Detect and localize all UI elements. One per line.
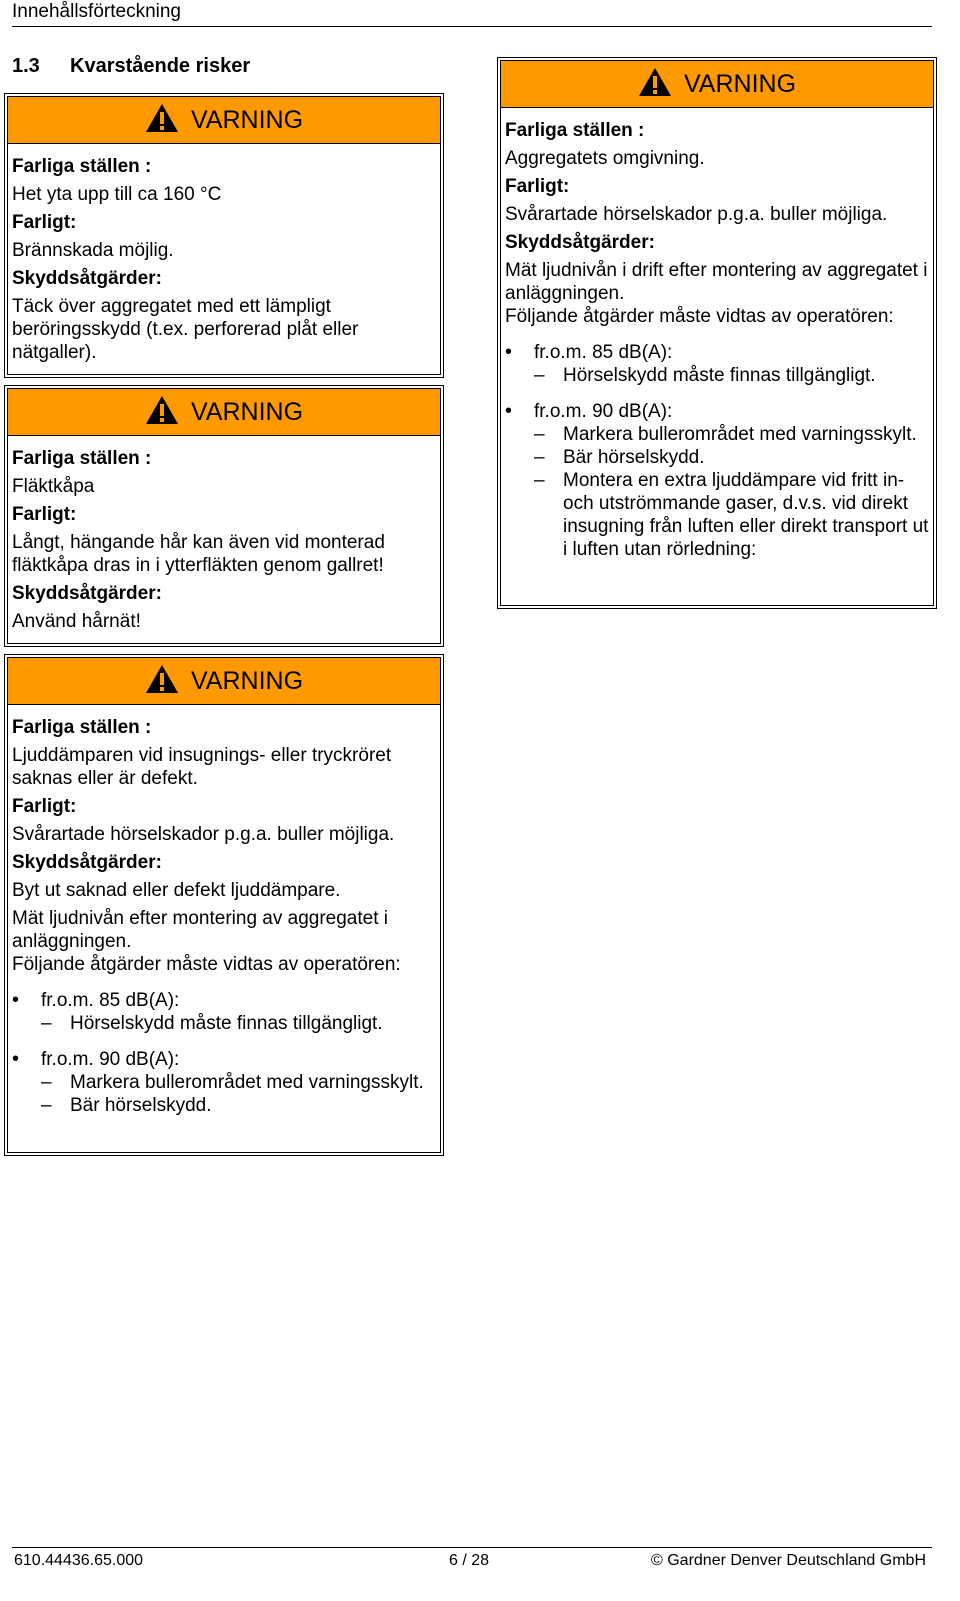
bullet-head: • fr.o.m. 90 dB(A): bbox=[41, 1049, 180, 1070]
warning-box-fan-cover bbox=[4, 385, 444, 647]
section-heading bbox=[12, 55, 250, 78]
hazard-text: Långt, hängande hår kan även vid monterad fläktkåpa dras in i ytterfläkten genom gallret! bbox=[12, 532, 385, 576]
copyright: © Gardner Denver Deutschland GmbH bbox=[650, 1552, 926, 1569]
hazard-text: Brännskada möjlig. bbox=[12, 240, 174, 261]
measures-text: Använd hårnät! bbox=[12, 611, 141, 632]
list-item: – Markera bullerområdet med varningsskylt. bbox=[534, 423, 929, 446]
danger-text: Aggregatets omgivning. bbox=[505, 148, 705, 169]
danger-text: Het yta upp till ca 160 °C bbox=[12, 184, 222, 205]
warning-bar bbox=[8, 389, 440, 436]
danger-text: Fläktkåpa bbox=[12, 476, 95, 497]
hazard-text: Svårartade hörselskador p.g.a. buller möjliga. bbox=[505, 204, 888, 225]
danger-label: Farliga ställen : bbox=[12, 448, 152, 469]
list-item bbox=[505, 400, 929, 561]
warning-triangle-icon bbox=[145, 395, 179, 425]
list-item: – Bär hörselskydd. bbox=[41, 1094, 436, 1117]
list-item: – Montera en extra ljuddämpare vid fritt in- och utströmmande gaser, d.v.s. vid direkt insugning från luften eller direkt transport ut i luften utan rörledning: bbox=[534, 469, 929, 561]
page-footer bbox=[12, 1547, 932, 1578]
bullet-head: • fr.o.m. 85 dB(A): bbox=[534, 342, 673, 363]
warning-label: VARNING bbox=[190, 666, 304, 695]
page-number: 6 / 28 bbox=[449, 1552, 490, 1569]
measures-text-operator: Följande åtgärder måste vidtas av operatören: bbox=[12, 954, 401, 975]
hazard-text: Svårartade hörselskador p.g.a. buller möjliga. bbox=[12, 824, 395, 845]
section-title: Kvarstående risker bbox=[70, 55, 251, 77]
warning-box-noise bbox=[497, 57, 937, 609]
document-number: 610.44436.65.000 bbox=[14, 1552, 144, 1569]
measures-label: Skyddsåtgärder: bbox=[505, 232, 655, 253]
measures-text-measure: Mät ljudnivån i drift efter montering av aggregatet i anläggningen. bbox=[505, 260, 928, 304]
hazard-label: Farligt: bbox=[12, 504, 77, 525]
measures-label: Skyddsåtgärder: bbox=[12, 268, 162, 289]
bullet-head: • fr.o.m. 85 dB(A): bbox=[41, 990, 180, 1011]
measures-text-measure: Mät ljudnivån efter montering av aggregatet i anläggningen. bbox=[12, 908, 388, 952]
list-item: – Markera bullerområdet med varningsskylt. bbox=[41, 1071, 436, 1094]
danger-label: Farliga ställen : bbox=[505, 120, 645, 141]
warning-bar bbox=[501, 61, 933, 108]
measures-text-operator: Följande åtgärder måste vidtas av operatören: bbox=[505, 306, 894, 327]
measures-text-replace: Byt ut saknad eller defekt ljuddämpare. bbox=[12, 880, 341, 901]
list-item: – Hörselskydd måste finnas tillgängligt. bbox=[41, 1012, 436, 1035]
section-number: 1.3 bbox=[12, 55, 40, 77]
measures-label: Skyddsåtgärder: bbox=[12, 852, 162, 873]
warning-triangle-icon bbox=[145, 664, 179, 694]
page-header bbox=[12, 0, 932, 27]
warning-label: VARNING bbox=[190, 397, 304, 426]
danger-text: Ljuddämparen vid insugnings- eller tryckröret saknas eller är defekt. bbox=[12, 745, 392, 789]
list-item: – Bär hörselskydd. bbox=[534, 446, 929, 469]
warning-box-hot-surface bbox=[4, 93, 444, 378]
measures-text: Täck över aggregatet med ett lämpligt beröringsskydd (t.ex. perforerad plåt eller nätgaller). bbox=[12, 296, 359, 363]
header-title: Innehållsförteckning bbox=[12, 1, 181, 22]
warning-triangle-icon bbox=[145, 103, 179, 133]
list-item bbox=[12, 989, 436, 1035]
measures-label: Skyddsåtgärder: bbox=[12, 583, 162, 604]
warning-label: VARNING bbox=[683, 69, 797, 98]
list-item: – Hörselskydd måste finnas tillgängligt. bbox=[534, 364, 929, 387]
measures-bullet-list bbox=[12, 989, 436, 1117]
danger-label: Farliga ställen : bbox=[12, 717, 152, 738]
warning-triangle-icon bbox=[638, 67, 672, 97]
list-item bbox=[12, 1048, 436, 1117]
warning-label: VARNING bbox=[190, 105, 304, 134]
bullet-head: • fr.o.m. 90 dB(A): bbox=[534, 401, 673, 422]
hazard-label: Farligt: bbox=[12, 212, 77, 233]
hazard-label: Farligt: bbox=[12, 796, 77, 817]
warning-bar bbox=[8, 97, 440, 144]
list-item bbox=[505, 341, 929, 387]
warning-box-silencer bbox=[4, 654, 444, 1156]
measures-bullet-list bbox=[505, 341, 929, 561]
warning-bar bbox=[8, 658, 440, 705]
danger-label: Farliga ställen : bbox=[12, 156, 152, 177]
hazard-label: Farligt: bbox=[505, 176, 570, 197]
